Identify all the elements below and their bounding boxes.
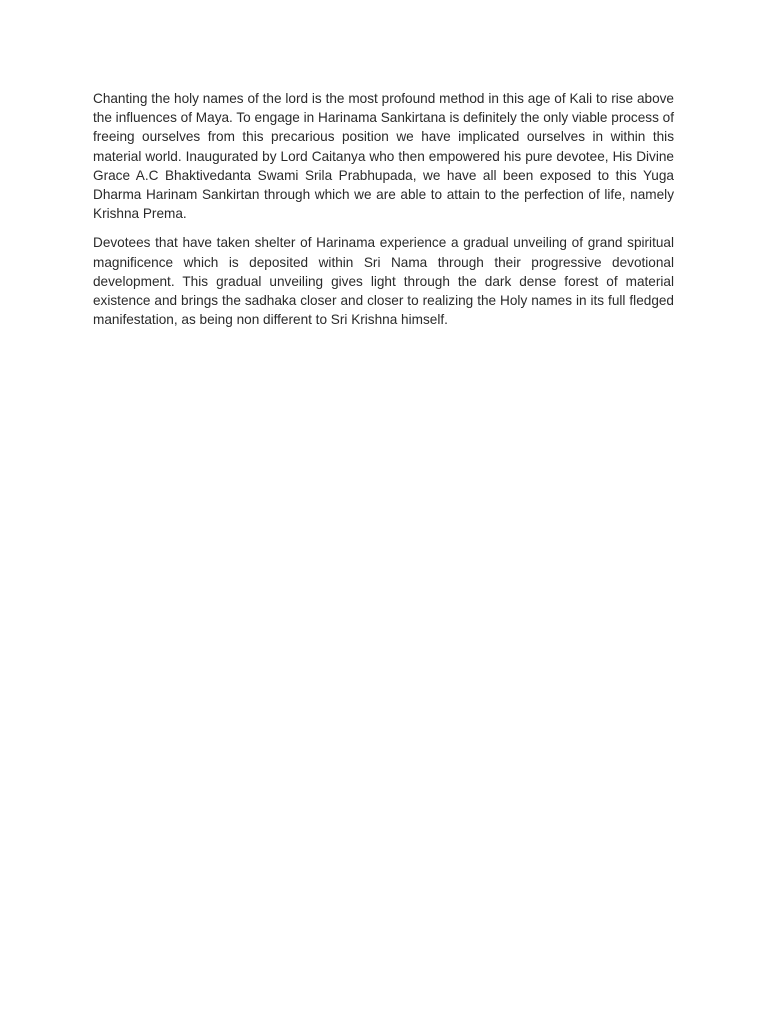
document-body (93, 89, 674, 329)
paragraph-1: Chanting the holy names of the lord is the most profound method in this age of Kali to rise above the influences of Maya. To engage in Harinama Sankirtana is definitely the only viable process of freeing ourselves from this precarious position we have implicated ourselves in within this material world. Inaugurated by Lord Caitanya who then empowered his pure devotee, His Divine Grace A.C Bhaktivedanta Swami Srila Prabhupada, we have all been exposed to this Yuga Dharma Harinam Sankirtan through which we are able to attain to the perfection of life, namely Krishna Prema. (93, 91, 674, 222)
paragraph-2: Devotees that have taken shelter of Harinama experience a gradual unveiling of grand spiritual magnificence which is deposited within Sri Nama through their progressive devotional development. This gradual unveiling gives light through the dark dense forest of material existence and brings the sadhaka closer and closer to realizing the Holy names in its full fledged manifestation, as being non different to Sri Krishna himself. (93, 235, 674, 328)
